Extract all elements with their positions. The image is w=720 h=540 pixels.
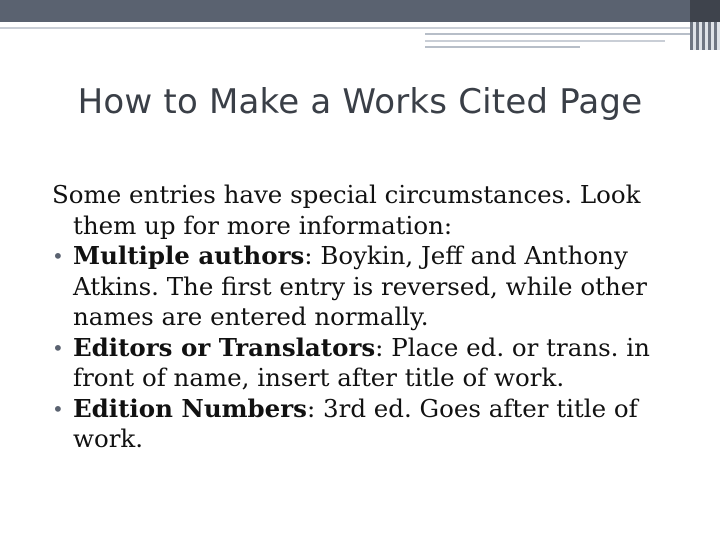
slide-title: How to Make a Works Cited Page bbox=[77, 82, 643, 122]
bullet-icon: • bbox=[52, 244, 64, 268]
header-rule bbox=[425, 40, 665, 42]
bullet-term: Editors or Translators bbox=[73, 332, 376, 362]
bullet-icon: • bbox=[52, 396, 64, 421]
bullet-term: Edition Numbers bbox=[73, 393, 307, 423]
bullet-list bbox=[52, 241, 692, 455]
bullet-item bbox=[52, 333, 692, 394]
header-corner bbox=[690, 0, 720, 22]
bullet-item bbox=[52, 394, 692, 455]
header-rule bbox=[425, 46, 580, 48]
bullet-text: : Boykin, Jeff and Anthony Atkins. The first entry is reversed, while other names are entered normally. bbox=[73, 241, 647, 331]
bullet-text: : 3rd ed. Goes after title of work. bbox=[73, 393, 638, 453]
bullet-term: Multiple authors bbox=[73, 241, 305, 270]
bullet-text: : Place ed. or trans. in front of name, insert after title of work. bbox=[73, 332, 650, 392]
header-bar bbox=[0, 0, 700, 22]
header-rule bbox=[0, 27, 690, 29]
header-rule bbox=[425, 33, 690, 35]
bullet-icon: • bbox=[52, 335, 64, 360]
intro-text: Some entries have special circumstances. Look them up for more information: bbox=[52, 180, 641, 240]
slide-body bbox=[52, 180, 692, 455]
bullet-item bbox=[52, 241, 692, 333]
